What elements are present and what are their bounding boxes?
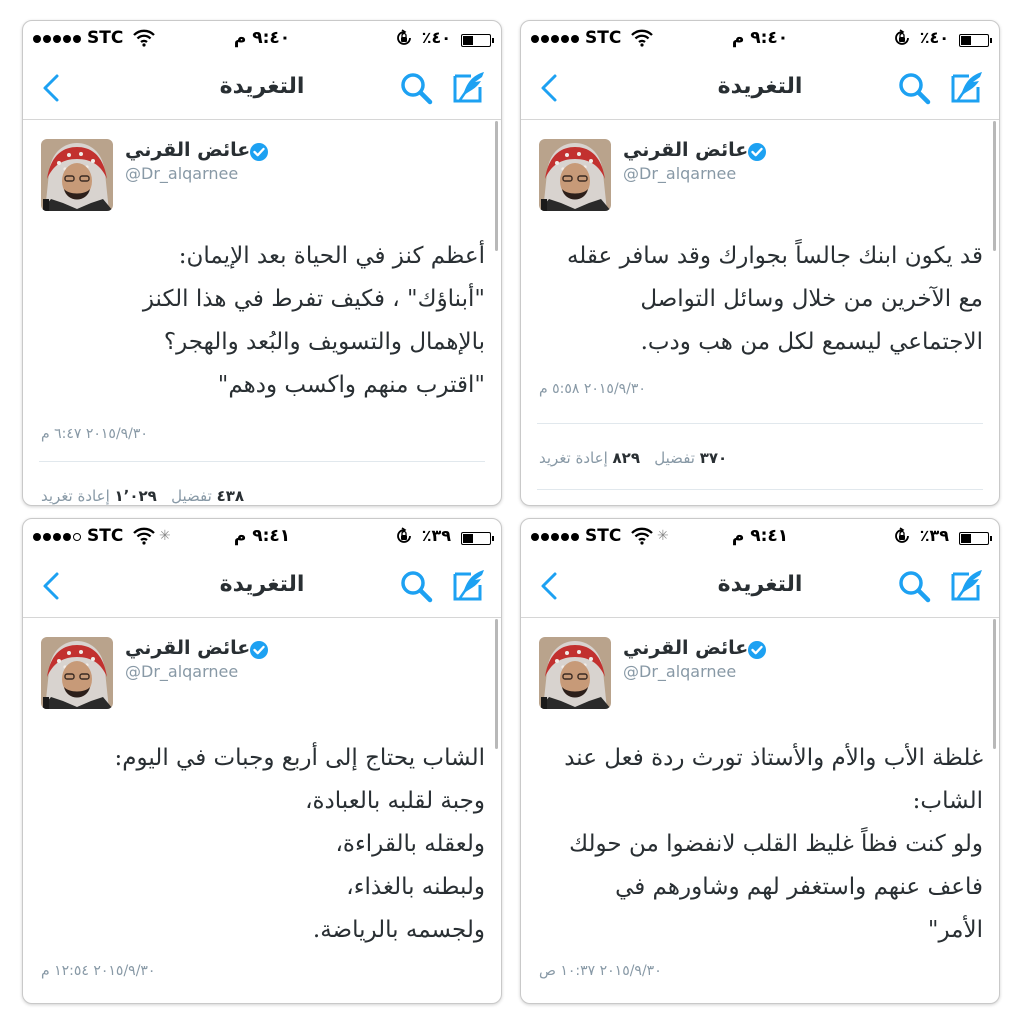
- author-handle[interactable]: @Dr_alqarnee: [125, 164, 239, 183]
- battery-fill: [463, 36, 473, 45]
- avatar[interactable]: [539, 139, 611, 211]
- verified-badge-icon: [249, 640, 269, 664]
- divider: [537, 489, 983, 490]
- battery-icon: [461, 34, 491, 47]
- carrier-name: STC: [585, 28, 622, 48]
- status-time: ٩:٤١ م: [731, 526, 789, 546]
- favorites-label: تفضيل: [654, 449, 695, 467]
- rotation-lock-icon: [395, 527, 413, 550]
- favorites-count[interactable]: ٤٣٨: [216, 487, 245, 505]
- retweets-count[interactable]: ١٬٠٢٩: [114, 487, 157, 505]
- avatar[interactable]: [41, 139, 113, 211]
- status-time: ٩:٤٠ م: [731, 28, 789, 48]
- favorites-count[interactable]: ٣٧٠: [699, 449, 728, 467]
- tweet-line: ولو كنت فظاً غليظ القلب لانفضوا من حولك: [569, 831, 983, 857]
- retweets-label: إعادة تغريد: [539, 449, 608, 467]
- rotation-lock-icon: [395, 29, 413, 52]
- tweet-line: "اقترب منهم واكسب ودهم": [217, 372, 485, 398]
- tweet-line: الاجتماعي ليسمع لكل من هب ودب.: [640, 329, 983, 355]
- nav-bar: [23, 555, 501, 618]
- battery-fill: [463, 534, 473, 543]
- author-name[interactable]: عائض القرني: [125, 637, 251, 659]
- author-name[interactable]: عائض القرني: [125, 139, 251, 161]
- tweet-line: أعظم كنز في الحياة بعد الإيمان:: [178, 243, 485, 269]
- tweet-line: الشاب:: [912, 788, 983, 814]
- battery-icon: [959, 532, 989, 545]
- search-icon[interactable]: [897, 71, 931, 105]
- status-bar: [23, 21, 501, 57]
- tweet-text: [39, 737, 485, 952]
- tweet-timestamp: ٢٠١٥/٩/٣٠ ٥:٥٨ م: [539, 381, 646, 397]
- tweet-line: فاعف عنهم واستغفر لهم وشاورهم في: [615, 874, 983, 900]
- rotation-lock-icon: [893, 29, 911, 52]
- tweet-line: غلظة الأب والأم والأستاذ تورث ردة فعل عند: [564, 745, 983, 771]
- tweet-text: [537, 235, 983, 364]
- search-icon[interactable]: [399, 71, 433, 105]
- compose-feather-icon[interactable]: [949, 567, 985, 603]
- battery-percentage: ٪٣٩: [421, 526, 451, 545]
- battery-percentage: ٪٤٠: [919, 28, 949, 47]
- retweets-label: إعادة تغريد: [41, 487, 110, 505]
- tweet-timestamp: ٢٠١٥/٩/٣٠ ٦:٤٧ م: [41, 426, 148, 442]
- carrier-name: STC: [585, 526, 622, 546]
- nav-bar: [521, 57, 999, 120]
- status-time: ٩:٤٠ م: [233, 28, 291, 48]
- page-title: التغريدة: [219, 572, 305, 597]
- page-title: التغريدة: [717, 572, 803, 597]
- verified-badge-icon: [249, 142, 269, 166]
- tweet-screenshot-panel: [520, 20, 1000, 506]
- author-handle[interactable]: @Dr_alqarnee: [125, 662, 239, 681]
- activity-spinner-icon: ✳: [657, 528, 669, 544]
- author-name[interactable]: عائض القرني: [623, 637, 749, 659]
- activity-spinner-icon: ✳: [159, 528, 171, 544]
- tweet-text: [537, 737, 983, 952]
- divider: [39, 461, 485, 462]
- tweet-text: [39, 235, 485, 407]
- battery-icon: [959, 34, 989, 47]
- search-icon[interactable]: [399, 569, 433, 603]
- page-title: التغريدة: [219, 74, 305, 99]
- status-time: ٩:٤١ م: [233, 526, 291, 546]
- scroll-indicator: [993, 121, 996, 251]
- page-title: التغريدة: [717, 74, 803, 99]
- scroll-indicator: [993, 619, 996, 749]
- compose-feather-icon[interactable]: [949, 69, 985, 105]
- tweet-stats: [539, 449, 727, 467]
- favorites-label: تفضيل: [171, 487, 212, 505]
- tweet-timestamp: ٢٠١٥/٩/٣٠ ١٢:٥٤ م: [41, 963, 156, 979]
- tweet-line: الشاب يحتاج إلى أربع وجبات في اليوم:: [114, 745, 485, 771]
- status-bar: [521, 519, 999, 555]
- tweet-line: ولعقله بالقراءة،: [335, 831, 485, 857]
- scroll-indicator: [495, 619, 498, 749]
- divider: [537, 423, 983, 424]
- tweet-screenshot-panel: [520, 518, 1000, 1004]
- battery-fill: [961, 36, 971, 45]
- tweet-line: "أبناؤك" ، فكيف تفرط في هذا الكنز: [142, 286, 485, 312]
- verified-badge-icon: [747, 142, 767, 166]
- search-icon[interactable]: [897, 569, 931, 603]
- nav-bar: [521, 555, 999, 618]
- tweet-line: قد يكون ابنك جالساً بجوارك وقد سافر عقله: [566, 243, 983, 269]
- tweet-line: بالإهمال والتسويف والبُعد والهجر؟: [163, 329, 485, 355]
- author-handle[interactable]: @Dr_alqarnee: [623, 662, 737, 681]
- battery-icon: [461, 532, 491, 545]
- status-bar: [521, 21, 999, 57]
- retweets-count[interactable]: ٨٢٩: [612, 449, 640, 467]
- battery-fill: [961, 534, 971, 543]
- battery-percentage: ٪٣٩: [919, 526, 949, 545]
- nav-bar: [23, 57, 501, 120]
- tweet-line: ولبطنه بالغذاء،: [346, 874, 485, 900]
- author-handle[interactable]: @Dr_alqarnee: [623, 164, 737, 183]
- compose-feather-icon[interactable]: [451, 69, 487, 105]
- battery-percentage: ٪٤٠: [421, 28, 451, 47]
- verified-badge-icon: [747, 640, 767, 664]
- tweet-line: مع الآخرين من خلال وسائل التواصل: [640, 286, 983, 312]
- scroll-indicator: [495, 121, 498, 251]
- author-name[interactable]: عائض القرني: [623, 139, 749, 161]
- tweet-stats: [41, 487, 244, 505]
- rotation-lock-icon: [893, 527, 911, 550]
- tweet-line: ولجسمه بالرياضة.: [312, 917, 485, 943]
- compose-feather-icon[interactable]: [451, 567, 487, 603]
- avatar[interactable]: [41, 637, 113, 709]
- tweet-line: وجبة لقلبه بالعبادة،: [305, 788, 485, 814]
- avatar[interactable]: [539, 637, 611, 709]
- status-bar: [23, 519, 501, 555]
- tweet-timestamp: ٢٠١٥/٩/٣٠ ١٠:٣٧ ص: [539, 963, 662, 979]
- carrier-name: STC: [87, 28, 124, 48]
- carrier-name: STC: [87, 526, 124, 546]
- tweet-screenshot-panel: [22, 20, 502, 506]
- tweet-screenshot-panel: [22, 518, 502, 1004]
- tweet-line: الأمر": [927, 917, 983, 943]
